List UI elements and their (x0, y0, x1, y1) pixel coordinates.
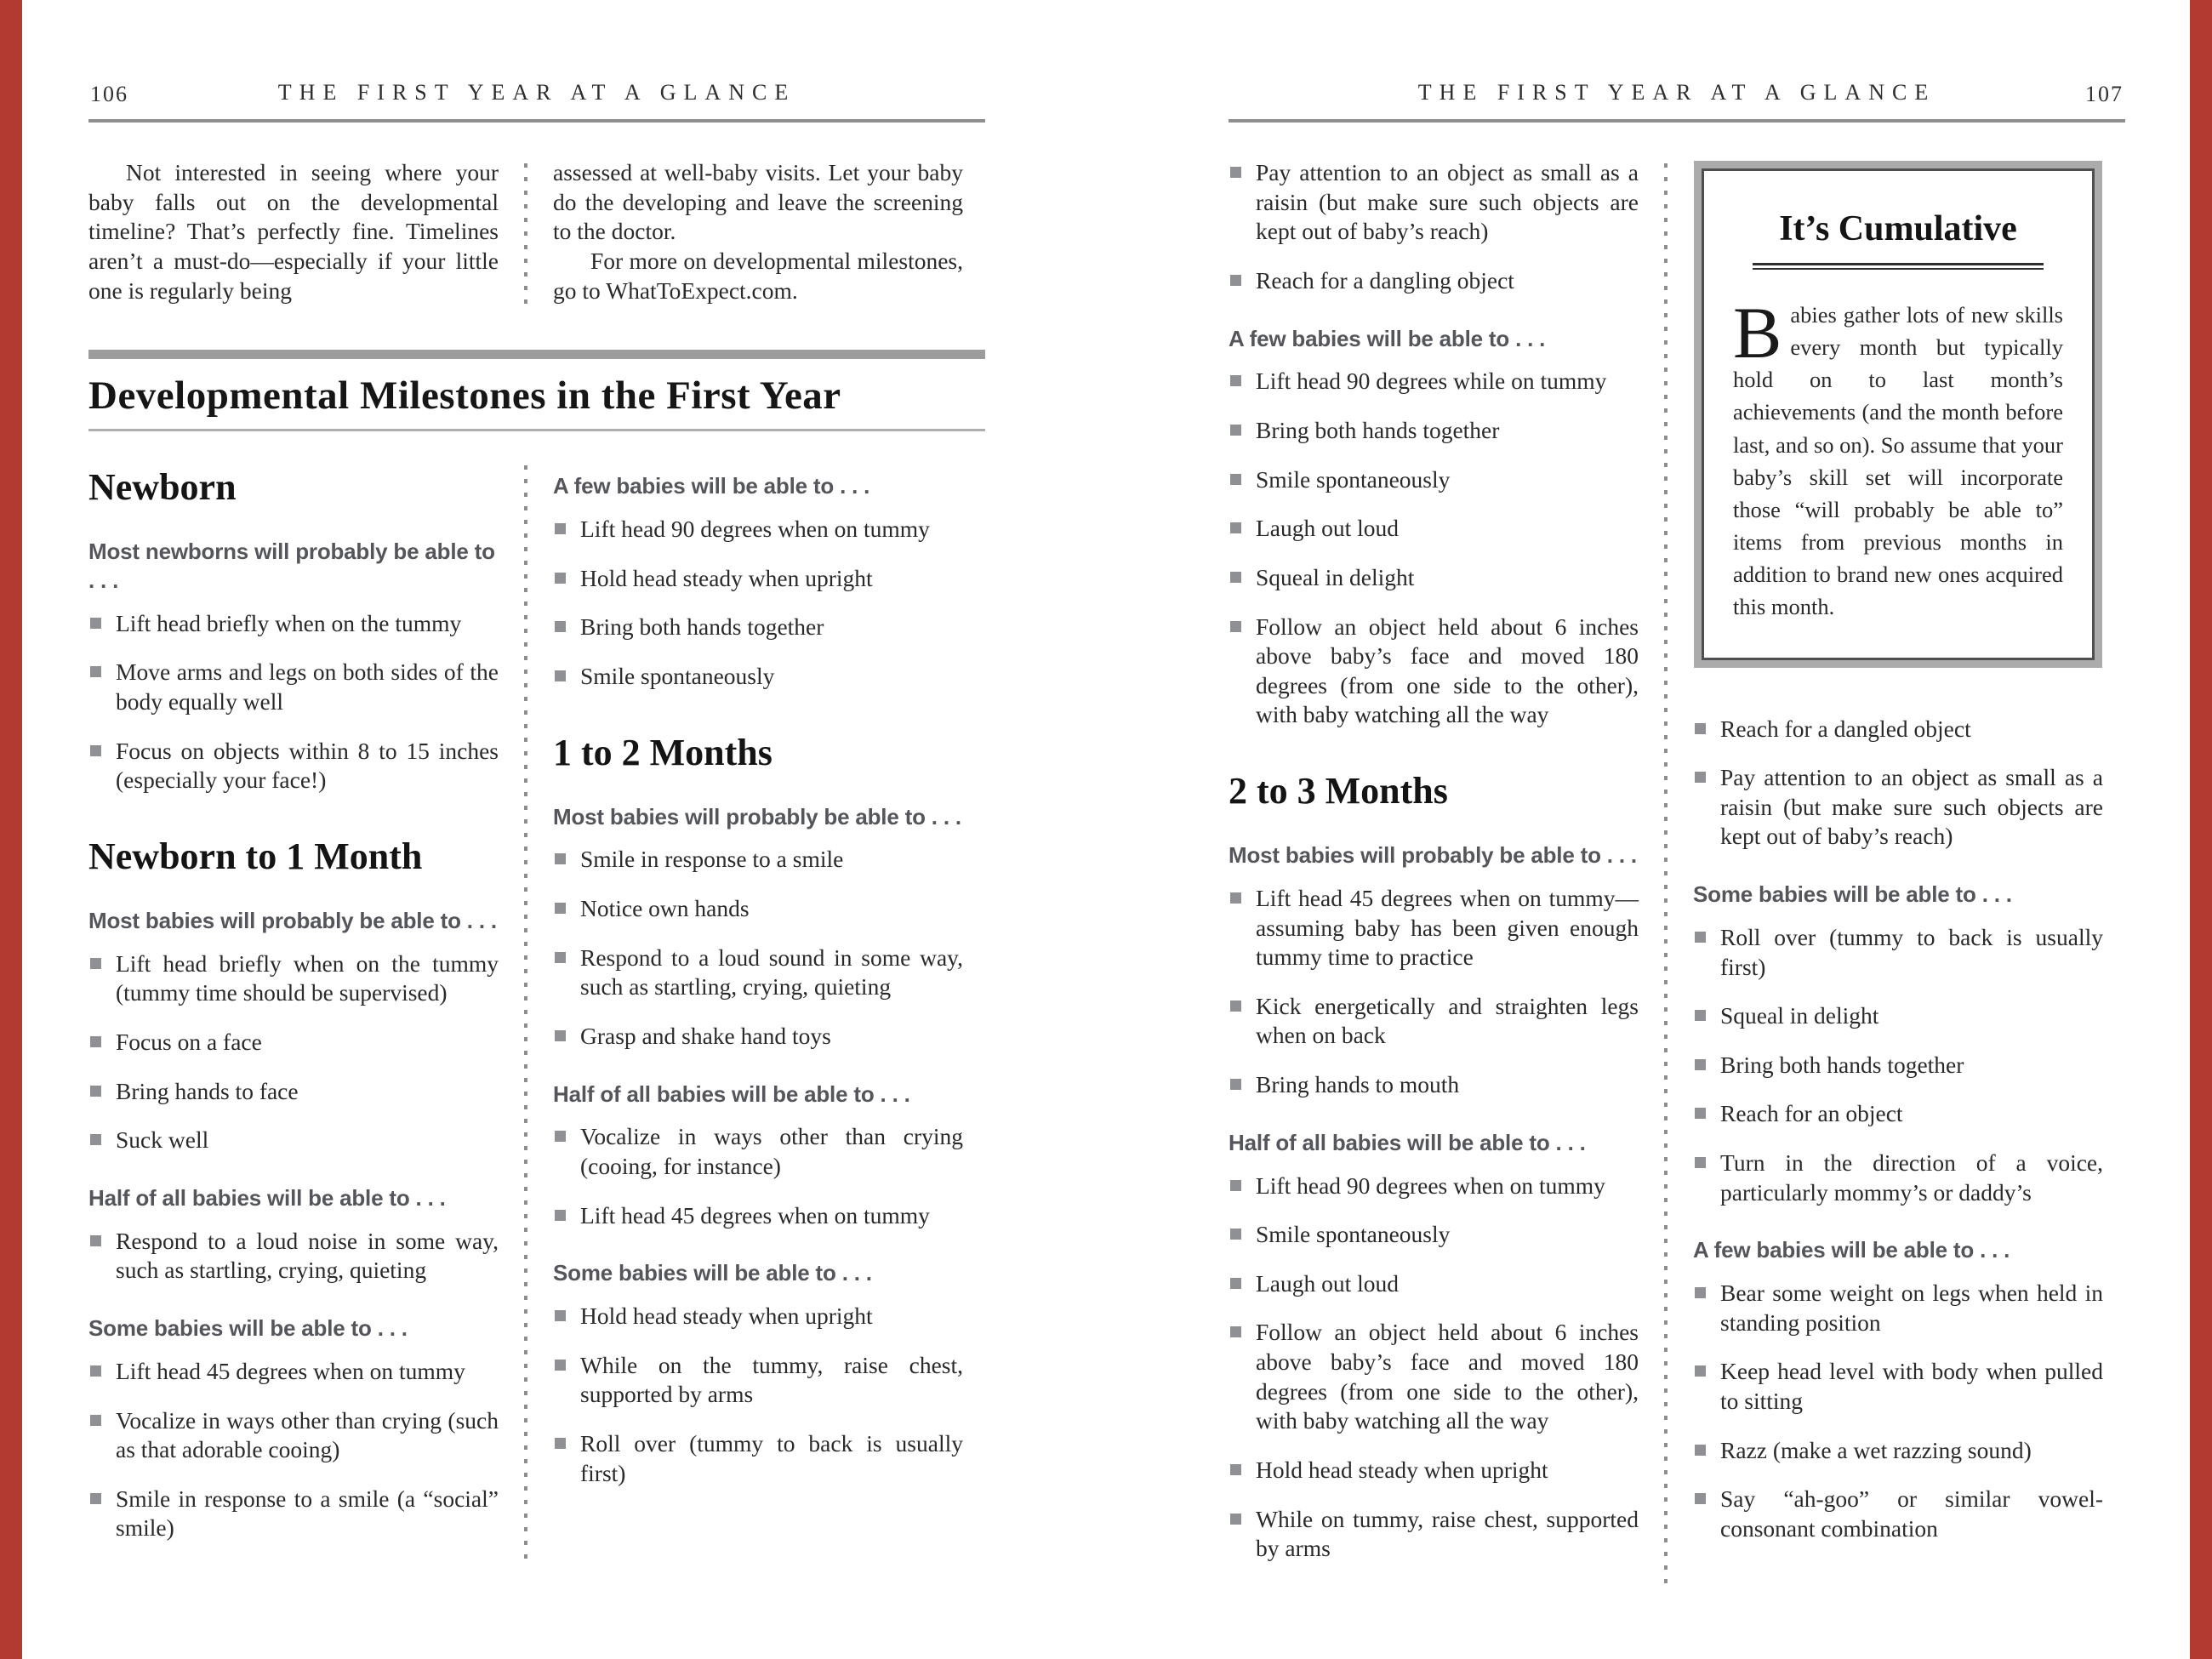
milestone-text: Smile in response to a smile (580, 846, 844, 873)
ability-subhead: Most newborns will probably be able to . . . (88, 539, 495, 593)
ability-subhead: A few babies will be able to . . . (553, 473, 870, 499)
milestone-text: Grasp and shake hand toys (580, 1022, 831, 1049)
square-bullet-icon (90, 1235, 101, 1246)
milestone-text: Hold head steady when upright (580, 1303, 873, 1330)
square-bullet-icon (1695, 1108, 1706, 1119)
milestone-text: Hold head steady when upright (580, 564, 873, 591)
square-bullet-icon (1230, 425, 1241, 436)
milestone-text: Turn in the direction of a voice, particularly mommy’s or daddy’s (1720, 1149, 2103, 1206)
milestone-item (1693, 715, 2103, 744)
page-107 (1229, 78, 2125, 1583)
milestone-text: Bring both hands together (1720, 1051, 1964, 1078)
milestone-item (1693, 1099, 2103, 1129)
intro-paragraph: For more on developmental milestones, go to WhatToExpect.com. (553, 247, 963, 304)
milestone-item (1229, 416, 1639, 446)
intro-column-2 (553, 158, 963, 305)
square-bullet-icon (90, 618, 101, 629)
milestone-item (1693, 763, 2103, 852)
sidebar-title-double-rule (1753, 263, 2043, 270)
milestone-item (1693, 1357, 2103, 1416)
milestone-item (1693, 923, 2103, 982)
milestone-item (553, 613, 963, 642)
milestone-item (1229, 367, 1639, 396)
milestone-item (553, 662, 963, 692)
dotted-column-divider (1664, 163, 1668, 1583)
milestone-item (88, 1028, 499, 1058)
milestone-text: Keep head level with body when pulled to sitting (1720, 1358, 2103, 1415)
square-bullet-icon (555, 1030, 566, 1041)
square-bullet-icon (555, 853, 566, 864)
intro-paragraph: Not interested in seeing where your baby falls out on the developmental timeline? That’s perfectly fine. Timelines aren’t a must-do—especially if your little one is regularly being (88, 159, 499, 304)
milestone-text: Bring hands to mouth (1256, 1071, 1460, 1098)
milestone-text: Follow an object held about 6 inches above baby’s face and moved 180 degrees (from one side to the other), with baby watching all the way (1256, 1319, 1639, 1434)
ability-subhead: A few babies will be able to . . . (1693, 1237, 2010, 1263)
milestone-text: While on the tummy, raise chest, supported by arms (580, 1351, 963, 1408)
milestone-text: Reach for a dangled object (1720, 715, 1971, 742)
page-106 (88, 78, 985, 1563)
milestone-text: Lift head briefly when on the tummy (tummy time should be supervised) (116, 949, 499, 1006)
milestone-item (1229, 563, 1639, 593)
milestone-item (1229, 1070, 1639, 1100)
square-bullet-icon (90, 1365, 101, 1377)
milestone-text: Squeal in delight (1256, 563, 1415, 590)
square-bullet-icon (555, 1210, 566, 1221)
square-bullet-icon (1230, 1001, 1241, 1012)
page-number: 107 (2085, 82, 2124, 106)
milestone-item (1693, 1149, 2103, 1207)
square-bullet-icon (1695, 1493, 1706, 1504)
ability-subhead: A few babies will be able to . . . (1229, 325, 1546, 351)
square-bullet-icon (1695, 1445, 1706, 1456)
milestone-text: Roll over (tummy to back is usually first) (1720, 923, 2103, 980)
milestone-text: Lift head 90 degrees while on tummy (1256, 368, 1607, 395)
ability-subhead: Half of all babies will be able to . . . (1229, 1129, 1586, 1155)
dotted-column-divider (524, 163, 527, 305)
book-edge-left (0, 0, 22, 1659)
milestones-columns (1229, 158, 2125, 1583)
milestone-text: Bring both hands together (580, 613, 824, 641)
sidebar-body (1733, 292, 2063, 624)
milestone-text: Lift head 45 degrees when on tummy (116, 1357, 465, 1384)
milestone-text: Smile in response to a smile (a “social” smile) (116, 1485, 499, 1542)
milestone-item (88, 1227, 499, 1286)
milestone-item (1693, 1485, 2103, 1543)
milestone-text: Bear some weight on legs when held in standing position (1720, 1280, 2103, 1336)
milestones-column-2 (1693, 158, 2103, 1583)
square-bullet-icon (1230, 892, 1241, 904)
milestone-item (1229, 1505, 1639, 1564)
milestone-text: Smile spontaneously (580, 662, 775, 689)
milestone-item (553, 1122, 963, 1181)
milestone-item (1693, 1279, 2103, 1337)
square-bullet-icon (1230, 572, 1241, 583)
book-edge-right (2190, 0, 2212, 1659)
square-bullet-icon (1230, 1514, 1241, 1525)
milestone-text: Follow an object held about 6 inches above baby’s face and moved 180 degrees (from one side to the other), with baby watching all the way (1256, 613, 1639, 728)
dotted-column-divider (524, 465, 527, 1563)
ability-subhead: Some babies will be able to . . . (88, 1315, 408, 1342)
ability-subhead: Most babies will probably be able to . . . (88, 908, 497, 933)
milestone-item (1229, 1172, 1639, 1201)
milestone-text: While on tummy, raise chest, supported by arms (1256, 1505, 1639, 1562)
milestone-text: Razz (make a wet razzing sound) (1720, 1436, 2032, 1463)
milestone-text: Bring both hands together (1256, 417, 1500, 443)
milestone-text: Hold head steady when upright (1256, 1457, 1548, 1484)
milestone-item (1693, 1436, 2103, 1466)
square-bullet-icon (1230, 1079, 1241, 1090)
square-bullet-icon (1230, 621, 1241, 632)
milestone-item (553, 845, 963, 875)
milestone-item (88, 609, 499, 639)
square-bullet-icon (555, 523, 566, 534)
milestone-text: Lift head 90 degrees when on tummy (580, 516, 930, 542)
page-number: 106 (90, 82, 128, 106)
square-bullet-icon (555, 573, 566, 584)
ability-subhead: Most babies will probably be able to . . . (553, 803, 961, 830)
square-bullet-icon (555, 1360, 566, 1371)
square-bullet-icon (90, 1493, 101, 1504)
milestone-item (553, 1022, 963, 1052)
milestone-text: Move arms and legs on both sides of the body equally well (116, 658, 499, 715)
milestone-item (1229, 1456, 1639, 1485)
milestone-text: Lift head briefly when on the tummy (116, 609, 462, 636)
milestone-item (553, 564, 963, 594)
page-header (1229, 78, 2125, 123)
square-bullet-icon (90, 1086, 101, 1097)
milestone-text: Laugh out loud (1256, 515, 1400, 542)
milestone-item (553, 1302, 963, 1331)
milestones-column-1 (1229, 158, 1639, 1583)
milestone-text: Lift head 45 degrees when on tummy (580, 1201, 930, 1229)
age-heading: 1 to 2 Months (553, 731, 772, 773)
intro-paragraph: assessed at well-baby visits. Let your baby do the developing and leave the screening to the doctor. (553, 159, 963, 245)
square-bullet-icon (1230, 1229, 1241, 1240)
milestone-text: Roll over (tummy to back is usually first) (580, 1430, 963, 1486)
square-bullet-icon (90, 745, 101, 756)
running-head: THE FIRST YEAR AT A GLANCE (1417, 80, 1936, 105)
square-bullet-icon (1230, 1180, 1241, 1191)
milestone-item (88, 1126, 499, 1155)
milestone-item (1229, 465, 1639, 495)
milestone-text: Pay attention to an object as small as a raisin (but make sure such objects are kept out of baby’s reach) (1256, 159, 1639, 245)
milestones-column-1 (88, 460, 499, 1563)
milestone-item (553, 1429, 963, 1488)
square-bullet-icon (1695, 932, 1706, 943)
milestone-item (1229, 266, 1639, 296)
age-heading: Newborn (88, 466, 237, 509)
section-title-block (88, 350, 985, 431)
milestone-text: Respond to a loud sound in some way, such as startling, crying, quieting (580, 944, 963, 1001)
square-bullet-icon (90, 1134, 101, 1145)
milestone-text: Lift head 90 degrees when on tummy (1256, 1172, 1605, 1199)
square-bullet-icon (555, 903, 566, 914)
square-bullet-icon (1695, 1365, 1706, 1377)
milestone-item (1693, 1051, 2103, 1080)
milestones-columns (88, 460, 985, 1563)
milestone-text: Notice own hands (580, 895, 750, 921)
square-bullet-icon (1230, 522, 1241, 533)
milestone-item (1229, 884, 1639, 972)
square-bullet-icon (90, 958, 101, 969)
milestone-text: Squeal in delight (1720, 1002, 1879, 1029)
milestone-text: Focus on a face (116, 1029, 262, 1056)
square-bullet-icon (90, 1415, 101, 1426)
square-bullet-icon (555, 1131, 566, 1142)
age-heading: Newborn to 1 Month (88, 835, 423, 877)
milestone-text: Laugh out loud (1256, 1269, 1400, 1297)
square-bullet-icon (555, 670, 566, 681)
square-bullet-icon (1230, 1326, 1241, 1337)
ability-subhead: Some babies will be able to . . . (553, 1260, 872, 1286)
milestone-item (88, 1406, 499, 1465)
page-header (88, 78, 985, 123)
ability-subhead: Half of all babies will be able to . . . (88, 1185, 446, 1211)
square-bullet-icon (1695, 772, 1706, 783)
milestone-item (553, 1201, 963, 1231)
milestone-item (88, 1357, 499, 1387)
sidebar-title: It’s Cumulative (1779, 209, 2017, 248)
square-bullet-icon (555, 621, 566, 632)
milestone-item (88, 1485, 499, 1543)
milestone-item (88, 658, 499, 716)
ability-subhead: Some babies will be able to . . . (1693, 881, 2012, 908)
square-bullet-icon (90, 1036, 101, 1047)
square-bullet-icon (1695, 1010, 1706, 1021)
square-bullet-icon (1695, 723, 1706, 734)
milestone-item (1229, 613, 1639, 731)
milestone-text: Pay attention to an object as small as a raisin (but make sure such objects are kept out of baby’s reach) (1720, 764, 2103, 850)
square-bullet-icon (555, 1310, 566, 1321)
square-bullet-icon (555, 952, 566, 963)
milestone-text: Reach for a dangling object (1256, 266, 1514, 294)
milestone-item (1229, 1220, 1639, 1250)
milestone-text: Kick energetically and straighten legs when on back (1256, 992, 1639, 1049)
square-bullet-icon (1695, 1157, 1706, 1168)
milestone-item (88, 949, 499, 1008)
milestone-text: Smile spontaneously (1256, 465, 1451, 493)
square-bullet-icon (1230, 275, 1241, 286)
title-top-bar (88, 350, 985, 359)
title-bottom-rule (88, 429, 985, 431)
milestone-item (88, 737, 499, 795)
milestone-item (1229, 1269, 1639, 1299)
milestone-text: Reach for an object (1720, 1100, 1903, 1127)
intro-block (88, 158, 985, 305)
sidebar-body-text: abies gather lots of new skills every month but typically hold on to last month’s achievements (and the month before last, and so on). So assume that your baby’s skill set will incorporate those “will probably be able to” items from previous months in addition to brand new ones acquired this month. (1733, 302, 2063, 620)
milestone-item (553, 894, 963, 924)
ability-subhead: Half of all babies will be able to . . . (553, 1080, 910, 1107)
square-bullet-icon (1230, 1464, 1241, 1475)
square-bullet-icon (1230, 375, 1241, 386)
drop-cap: B (1733, 292, 1782, 373)
square-bullet-icon (1230, 474, 1241, 485)
intro-column-1 (88, 158, 499, 305)
milestone-item (553, 515, 963, 544)
milestone-text: Vocalize in ways other than crying (cooing, for instance) (580, 1123, 963, 1179)
milestone-text: Smile spontaneously (1256, 1221, 1451, 1248)
square-bullet-icon (1695, 1287, 1706, 1298)
square-bullet-icon (1695, 1059, 1706, 1070)
ability-subhead: Most babies will probably be able to . . . (1229, 842, 1637, 869)
milestone-text: Vocalize in ways other than crying (such as that adorable cooing) (116, 1406, 499, 1463)
milestone-item (553, 1351, 963, 1410)
running-head: THE FIRST YEAR AT A GLANCE (277, 80, 796, 105)
milestone-item (1229, 1318, 1639, 1436)
milestone-text: Respond to a loud noise in some way, such as startling, crying, quieting (116, 1227, 499, 1284)
square-bullet-icon (1230, 167, 1241, 178)
cumulative-sidebar-box (1702, 168, 2095, 660)
milestone-text: Focus on objects within 8 to 15 inches (especially your face!) (116, 737, 499, 794)
milestone-item (1229, 158, 1639, 247)
square-bullet-icon (1230, 1278, 1241, 1289)
milestone-item (1229, 992, 1639, 1051)
section-title: Developmental Milestones in the First Year (88, 373, 841, 419)
milestone-item (1229, 514, 1639, 544)
milestone-item (1693, 1001, 2103, 1031)
milestone-text: Lift head 45 degrees when on tummy—assuming baby has been given enough tummy time to practice (1256, 884, 1639, 971)
milestone-item (88, 1077, 499, 1107)
milestone-text: Suck well (116, 1126, 209, 1154)
milestones-column-2 (553, 460, 963, 1563)
age-heading: 2 to 3 Months (1229, 770, 1448, 812)
milestone-text: Bring hands to face (116, 1077, 299, 1104)
square-bullet-icon (90, 666, 101, 677)
square-bullet-icon (555, 1438, 566, 1449)
milestone-item (553, 944, 963, 1002)
milestone-text: Say “ah-goo” or similar vowel-consonant combination (1720, 1485, 2103, 1542)
